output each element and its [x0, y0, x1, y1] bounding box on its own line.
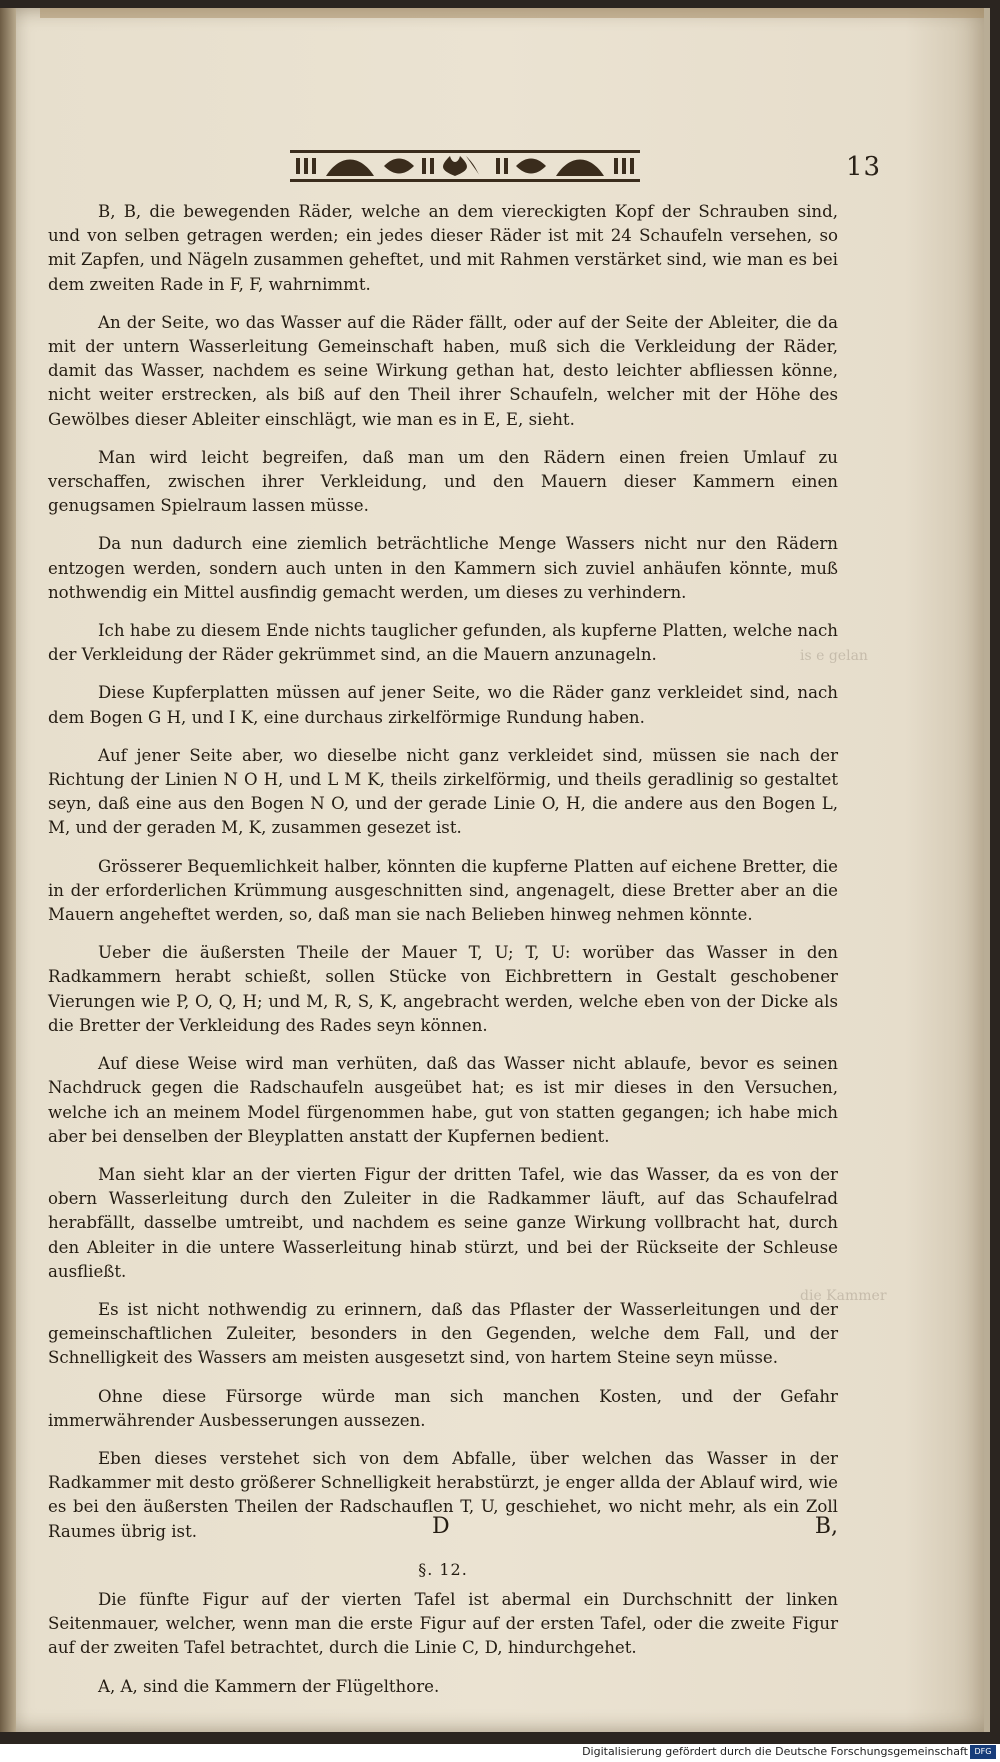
paragraph: Ueber die äußersten Theile der Mauer T, U; T, U: worüber das Wasser in den Radkammern herabt schießt, sollen Stücke von Eichbrettern in Gestalt geschobener Vierungen wie P, O, Q, H; und M, R, S, K, angebracht werden, welche eben von der Dicke als die Bretter der Verkleidung des Rades seyn können.	[48, 943, 838, 1035]
page-top-edge	[40, 8, 984, 18]
decorative-ornament-icon	[290, 148, 640, 184]
page-header	[40, 140, 920, 190]
body-text	[48, 200, 838, 1713]
catchword: B,	[814, 1514, 838, 1539]
paragraph: Ich habe zu diesem Ende nichts tauglicher gefunden, als kupferne Platten, welche nach der Verkleidung der Räder gekrümmet sind, an die Mauern anzunageln.	[48, 621, 838, 665]
paragraph: Man sieht klar an der vierten Figur der dritten Tafel, wie das Wasser, da es von der obern Wasserleitung durch den Zuleiter in die Radkammer läuft, auf das Schaufelrad herabfällt, dasselbe umtreibt, und nachdem es seine ganze Wirkung vollbracht hat, durch den Ableiter in die untere Wasserleitung hinab stürzt, und bei der Rückseite der Schleuse ausfließt.	[48, 1164, 838, 1281]
paragraph: Diese Kupferplatten müssen auf jener Seite, wo die Räder ganz verkleidet sind, nach dem Bogen G H, und I K, eine durchaus zirkelförmige Rundung haben.	[48, 683, 838, 727]
page-number: 13	[846, 152, 882, 182]
bleed-through-text: die Kammer	[800, 1288, 887, 1304]
paragraph: Ohne diese Fürsorge würde man sich manchen Kosten, und der Gefahr immerwährender Ausbesserungen aussezen.	[48, 1386, 838, 1430]
paragraph: Auf jener Seite aber, wo dieselbe nicht ganz verkleidet sind, müssen sie nach der Richtung der Linien N O H, und L M K, theils zirkelförmig, und theils geradlinig so gestaltet seyn, daß eine aus den Bogen N O, und der gerade Linie O, H, die andere aus den Bogen L, M, und der geraden M, K, zusammen gesezet ist.	[48, 745, 838, 838]
page-footer	[48, 1514, 838, 1544]
paragraph: Es ist nicht nothwendig zu erinnern, daß das Pflaster der Wasserleitungen und der gemeinschaftlichen Zuleiter, besonders in den Gegenden, welche dem Fall, und der Schnelligkeit des Wassers am meisten ausgesetzt sind, von hartem Steine seyn müsse.	[48, 1299, 838, 1368]
paragraph: Die fünfte Figur auf der vierten Tafel ist abermal ein Durchschnitt der linken Seitenmauer, welcher, wenn man die erste Figur auf der ersten Tafel, oder die zweite Figur auf der zweiten Tafel betrachtet, durch die Linie C, D, hindurchgehet.	[48, 1589, 838, 1658]
paragraph: An der Seite, wo das Wasser auf die Räder fällt, oder auf der Seite der Ableiter, die da mit der untern Wasserleitung Gemeinschaft haben, muß sich die Verkleidung der Räder, damit das Wasser, nachdem es seine Wirkung gethan hat, desto leichter abfliessen könne, nicht weiter erstrecken, als biß auf den Theil ihrer Schaufeln, welcher mit der Höhe des Gewölbes dieser Ableiter einschlägt, wie man es in E, E, sieht.	[48, 312, 838, 429]
paragraph: Grösserer Bequemlichkeit halber, könnten die kupferne Platten auf eichene Bretter, die in der erforderlichen Krümmung ausgeschnitten sind, angenagelt, diese Bretter aber an die Mauern angeheftet werden, so, daß man sie nach Belieben hinweg nehmen könnte.	[48, 856, 838, 925]
bleed-through-text: is e gelan	[800, 648, 868, 664]
digitization-credit: Digitalisierung gefördert durch die Deutsche Forschungsgemeinschaft	[582, 1745, 968, 1758]
paragraph: Da nun dadurch eine ziemlich beträchtliche Menge Wassers nicht nur den Rädern entzogen werden, sondern auch unten in den Kammern sich zuviel anhäufen könnte, muß nothwendig ein Mittel ausfindig gemacht werden, um dieses zu verhindern.	[48, 534, 838, 602]
paragraph-last-line: A, A, sind die Kammern der Flügelthore.	[98, 1676, 440, 1696]
paragraph: Eben dieses verstehet sich von dem Abfalle, über welchen das Wasser in der Radkammer mit desto größerer Schnelligkeit herabstürzt, je enger allda der Ablauf wird, wie es bei den äußersten Theilen der Radschauflen T, U, geschiehet, wo nicht mehr, als ein Zoll Raumes übrig ist.	[48, 1448, 838, 1541]
page-binding	[0, 8, 16, 1732]
section-heading: §. 12.	[418, 1559, 468, 1579]
paragraph: B, B, die bewegenden Räder, welche an dem viereckigten Kopf der Schrauben sind, und von selben getragen werden; ein jedes dieser Räder ist mit 24 Schaufeln versehen, so mit Zapfen, und Nägeln zusammen geheftet, und mit Rahmen verstärket sind, wie man es bei dem zweiten Rade in F, F, wahrnimmt.	[48, 202, 838, 294]
signature-mark: D	[432, 1514, 450, 1539]
paragraph: Man wird leicht begreifen, daß man um den Rädern einen freien Umlauf zu verschaffen, zwischen ihrer Verkleidung, und den Mauern dieser Kammern einen genugsamen Spielraum lassen müsse.	[48, 447, 838, 516]
paragraph: Auf diese Weise wird man verhüten, daß das Wasser nicht ablaufe, bevor es seinen Nachdruck gegen die Radschaufeln ausgeübet hat; es ist mir dieses in den Versuchen, welche ich an meinem Model fürgenommen habe, gut von statten gegangen; ich habe mich aber bei denselben der Bleyplatten anstatt der Kupfernen bedient.	[48, 1054, 838, 1146]
dfg-logo: DFG	[970, 1745, 996, 1759]
